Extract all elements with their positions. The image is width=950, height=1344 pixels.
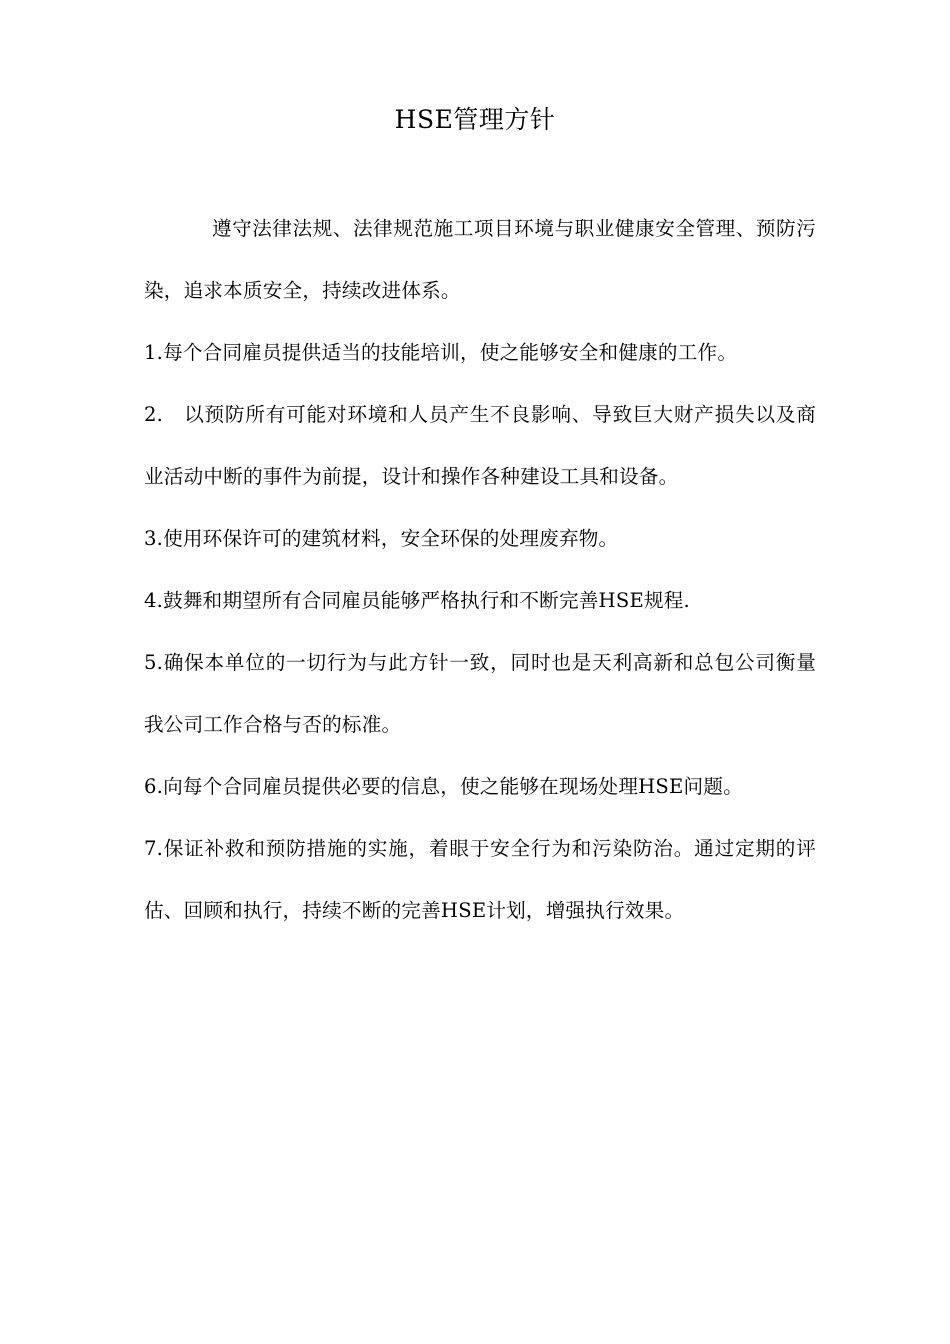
policy-item-6: 6.向每个合同雇员提供必要的信息，使之能够在现场处理HSE问题。 [144,775,743,798]
policy-item-3: 3.使用环保许可的建筑材料，安全环保的处理废弃物。 [144,527,619,550]
intro-paragraph: 遵守法律法规、法律规范施工项目环境与职业健康安全管理、预防污染，追求本质安全，持续改进体系。 [144,217,816,302]
policy-item-7: 7.保证补救和预防措施的实施，着眼于安全行为和污染防治。通过定期的评估、回顾和执行，持续不断的完善HSE计划，增强执行效果。 [144,837,816,922]
document-title: HSE管理方针 [394,105,556,134]
policy-item-2: 2. 以预防所有可能对环境和人员产生不良影响、导致巨大财产损失以及商业活动中断的事件为前提，设计和操作各种建设工具和设备。 [144,403,816,488]
document-body [144,198,816,942]
policy-item-1: 1.每个合同雇员提供适当的技能培训，使之能够安全和健康的工作。 [144,341,738,364]
policy-item-4: 4.鼓舞和期望所有合同雇员能够严格执行和不断完善HSE规程. [144,589,690,612]
policy-item-5: 5.确保本单位的一切行为与此方针一致，同时也是天利高新和总包公司衡量我公司工作合格与否的标准。 [144,651,816,736]
